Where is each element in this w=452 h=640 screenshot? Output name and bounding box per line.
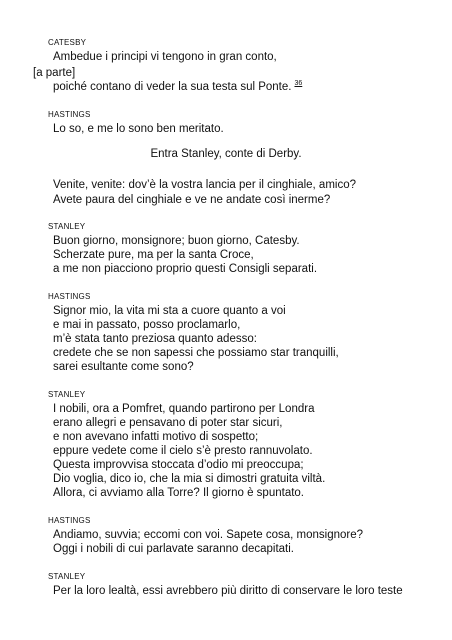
speaker-name: STANLEY: [48, 390, 86, 399]
verse-line: Allora, ci avviamo alla Torre? Il giorno è spuntato.: [53, 487, 305, 499]
verse-line: Signor mio, la vita mi sta a cuore quanto a voi: [53, 305, 286, 317]
verse-line-text: poiché contano di veder la sua testa sul Ponte.: [53, 81, 292, 93]
verse-line: Questa improvvisa stoccata d’odio mi preoccupa;: [53, 459, 304, 471]
stage-aside: [a parte]: [33, 67, 76, 79]
verse-line: a me non piacciono proprio questi Consigli separati.: [53, 263, 318, 275]
verse-line: Dio voglia, dico io, che la mia si dimostri gratuita viltà.: [53, 473, 326, 485]
verse-line: erano allegri e pensavano di poter star sicuri,: [53, 417, 283, 429]
speaker-name: HASTINGS: [48, 516, 91, 525]
verse-line: Buon giorno, monsignore; buon giorno, Catesby.: [53, 235, 300, 247]
stage-direction: Entra Stanley, conte di Derby.: [150, 148, 302, 160]
verse-line: Per la loro lealtà, essi avrebbero più diritto di conservare le loro teste: [53, 585, 403, 597]
verse-line: e non avevano infatti motivo di sospetto;: [53, 431, 259, 443]
verse-line: I nobili, ora a Pomfret, quando partirono per Londra: [53, 403, 315, 415]
verse-line: Ambedue i principi vi tengono in gran conto,: [53, 51, 277, 63]
speaker-name: HASTINGS: [48, 292, 91, 301]
speaker-name: HASTINGS: [48, 110, 91, 119]
verse-line: Oggi i nobili di cui parlavate saranno decapitati.: [53, 543, 295, 555]
verse-line: m’è stata tanto preziosa quanto adesso:: [53, 333, 257, 345]
footnote-reference[interactable]: 36: [294, 80, 303, 88]
verse-line: credete che se non sapessi che possiamo star tranquilli,: [53, 347, 339, 359]
speaker-name: STANLEY: [48, 222, 86, 231]
verse-line: sarei esultante come sono?: [53, 361, 194, 373]
speaker-name: STANLEY: [48, 572, 86, 581]
verse-line: e mai in passato, posso proclamarlo,: [53, 319, 241, 331]
verse-line: Scherzate pure, ma per la santa Croce,: [53, 249, 254, 261]
verse-line: eppure vedete come il cielo s’è presto rannuvolato.: [53, 445, 313, 457]
speaker-name: CATESBY: [48, 38, 87, 47]
verse-line: Avete paura del cinghiale e ve ne andate così inerme?: [53, 194, 331, 206]
verse-line: Venite, venite: dov’è la vostra lancia per il cinghiale, amico?: [53, 179, 357, 191]
verse-line: [53, 80, 302, 94]
verse-line: Andiamo, suvvia; eccomi con voi. Sapete cosa, monsignore?: [53, 529, 364, 541]
verse-line: Lo so, e me lo sono ben meritato.: [53, 123, 224, 135]
